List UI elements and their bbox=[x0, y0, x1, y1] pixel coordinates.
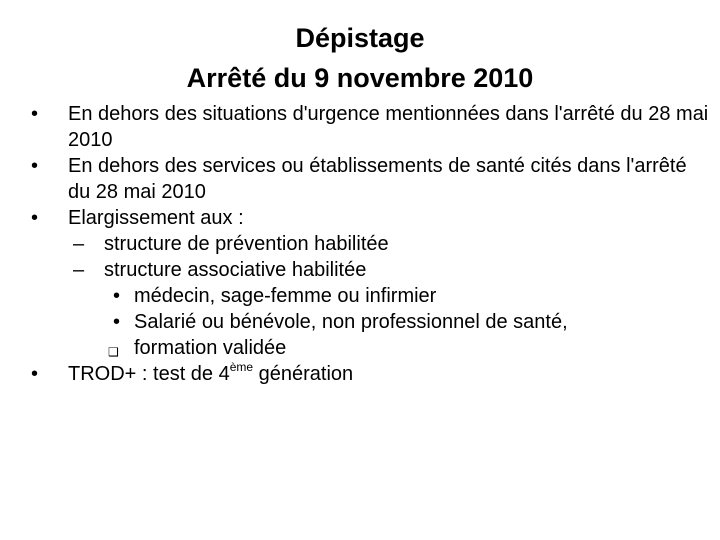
bullet-item-trod bbox=[24, 361, 714, 387]
sub-sub-item-formation bbox=[24, 335, 714, 361]
bullet-text: En dehors des situations d'urgence mentionnées dans l'arrêté du 28 mai 2010 bbox=[68, 103, 709, 151]
bullet-item-elargissement bbox=[24, 205, 714, 231]
bullet-list bbox=[24, 101, 714, 387]
sub-sub-item-medecin bbox=[24, 283, 714, 309]
bullet-marker: • bbox=[113, 311, 121, 333]
sub-sub-item-salarie bbox=[24, 309, 714, 335]
sub-item-text: structure de prévention habilitée bbox=[104, 233, 389, 255]
superscript-eme: ème bbox=[229, 360, 254, 374]
bullet-item-urgence bbox=[24, 101, 714, 153]
bullet-item-services bbox=[24, 153, 714, 205]
checkbox-square-icon: ❑ bbox=[108, 345, 119, 359]
title-line-2: Arrêté du 9 novembre 2010 bbox=[186, 63, 534, 93]
bullet-text: En dehors des services ou établissements de santé cités dans l'arrêté du 28 mai 2010 bbox=[68, 155, 687, 203]
bullet-marker: • bbox=[31, 155, 39, 177]
sub-sub-item-text: médecin, sage-femme ou infirmier bbox=[134, 285, 437, 307]
bullet-text: Elargissement aux : bbox=[68, 207, 244, 229]
slide-title bbox=[0, 18, 720, 98]
title-line-1: Dépistage bbox=[295, 23, 425, 53]
bullet-marker: • bbox=[31, 103, 39, 125]
sub-item-associative bbox=[24, 257, 714, 283]
sub-sub-item-text: formation validée bbox=[134, 337, 287, 359]
bullet-marker: • bbox=[31, 363, 39, 385]
sub-item-prevention bbox=[24, 231, 714, 257]
bullet-text-prefix: TROD+ : test de 4 bbox=[68, 363, 230, 385]
bullet-text-suffix: génération bbox=[253, 363, 354, 385]
dash-marker: – bbox=[73, 233, 85, 255]
sub-sub-item-text: Salarié ou bénévole, non professionnel de santé, bbox=[134, 311, 568, 333]
sub-item-text: structure associative habilitée bbox=[104, 259, 367, 281]
bullet-marker: • bbox=[31, 207, 39, 229]
dash-marker: – bbox=[73, 259, 85, 281]
bullet-marker: • bbox=[113, 285, 121, 307]
